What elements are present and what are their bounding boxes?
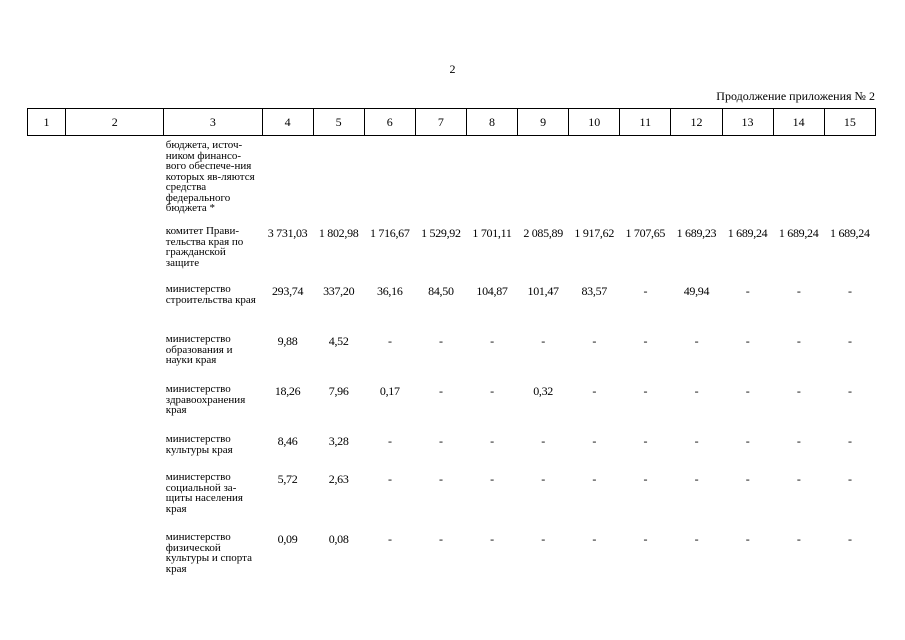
value-cell: -	[643, 334, 648, 348]
column-header: 5	[313, 109, 364, 136]
cell-col-2	[66, 532, 164, 582]
cell-col-2	[66, 434, 164, 472]
value-cell: -	[745, 434, 750, 448]
page-number: 2	[449, 62, 456, 76]
value-cell: 49,94	[683, 284, 710, 298]
value-cell: 7,96	[328, 384, 349, 398]
value-cell: 1 689,24	[727, 226, 768, 240]
value-cell: -	[643, 532, 648, 546]
value-cell	[262, 136, 313, 227]
value-cell: 1 802,98	[318, 226, 359, 240]
value-cell: -	[848, 472, 852, 486]
value-cell: 8,46	[277, 434, 298, 448]
value-cell: -	[694, 434, 699, 448]
cell-col-2	[66, 472, 164, 532]
column-header: 12	[671, 109, 722, 136]
value-cell: -	[796, 384, 801, 398]
table-row	[28, 334, 876, 384]
value-cell: -	[848, 532, 852, 546]
value-cell: -	[796, 472, 801, 486]
value-cell: 1 716,67	[369, 226, 410, 240]
value-cell: -	[541, 472, 545, 486]
value-cell: -	[592, 434, 597, 448]
column-header: 15	[824, 109, 875, 136]
value-cell: -	[541, 434, 545, 448]
value-cell: 1 689,23	[676, 226, 717, 240]
value-cell: -	[796, 434, 801, 448]
value-cell: 18,26	[274, 384, 301, 398]
value-cell: -	[745, 384, 750, 398]
value-cell: -	[643, 284, 648, 298]
value-cell: -	[694, 532, 699, 546]
value-cell: -	[694, 472, 699, 486]
value-cell: 2 085,89	[523, 226, 563, 240]
column-header: 13	[722, 109, 773, 136]
value-cell: 0,32	[533, 384, 554, 398]
value-cell	[620, 136, 671, 227]
column-header: 3	[164, 109, 262, 136]
value-cell: -	[439, 334, 443, 348]
value-cell: -	[592, 472, 597, 486]
cell-col-2	[66, 136, 164, 227]
value-cell: -	[796, 284, 801, 298]
value-cell: -	[694, 334, 699, 348]
value-cell: 101,47	[527, 284, 559, 298]
value-cell: -	[796, 532, 801, 546]
value-cell: -	[694, 384, 699, 398]
value-cell: 9,88	[277, 334, 298, 348]
row-label: министерство социальной за-щиты населения края	[165, 471, 243, 515]
value-cell: 1 917,62	[574, 226, 615, 240]
column-header: 14	[773, 109, 824, 136]
row-label: бюджета, источ-ником финансо-вого обеспече-ния которых яв-ляются средства федерального бюджета *	[165, 139, 255, 214]
value-cell: 337,20	[323, 284, 355, 298]
cell-col-1	[28, 384, 66, 434]
value-cell	[569, 136, 620, 227]
value-cell: 104,87	[476, 284, 508, 298]
value-cell	[415, 136, 466, 227]
value-cell: -	[490, 472, 494, 486]
value-cell: -	[848, 334, 852, 348]
value-cell: -	[541, 334, 545, 348]
value-cell	[518, 136, 569, 227]
cell-col-1	[28, 532, 66, 582]
value-cell: -	[848, 434, 852, 448]
value-cell	[313, 136, 364, 227]
value-cell: 0,17	[379, 384, 400, 398]
value-cell: -	[387, 334, 392, 348]
cell-col-1	[28, 136, 66, 227]
cell-col-1	[28, 226, 66, 284]
value-cell: -	[643, 472, 648, 486]
value-cell: 1 707,65	[625, 226, 666, 240]
value-cell: -	[592, 334, 597, 348]
value-cell: -	[439, 472, 443, 486]
row-label: министерство образования и науки края	[165, 333, 233, 366]
value-cell: -	[643, 434, 648, 448]
table-row	[28, 434, 876, 472]
value-cell: -	[387, 434, 392, 448]
table-row	[28, 532, 876, 582]
value-cell	[773, 136, 824, 227]
table-row	[28, 226, 876, 284]
value-cell: 1 689,24	[778, 226, 819, 240]
table-row	[28, 472, 876, 532]
value-cell: 2,63	[328, 472, 349, 486]
cell-col-2	[66, 284, 164, 334]
value-cell: 1 529,92	[421, 226, 461, 240]
row-label: министерство культуры края	[165, 433, 233, 456]
column-header: 2	[66, 109, 164, 136]
value-cell: -	[439, 434, 443, 448]
column-header: 6	[364, 109, 415, 136]
value-cell: -	[796, 334, 801, 348]
cell-col-1	[28, 284, 66, 334]
value-cell: -	[745, 472, 750, 486]
column-header: 10	[569, 109, 620, 136]
value-cell: 84,50	[428, 284, 454, 298]
value-cell: -	[439, 532, 443, 546]
row-label: министерство строительства края	[165, 283, 256, 306]
value-cell: -	[848, 284, 852, 298]
cell-col-2	[66, 384, 164, 434]
value-cell: 83,57	[581, 284, 607, 298]
table-row	[28, 136, 876, 227]
value-cell: 293,74	[271, 284, 304, 298]
value-cell: -	[387, 532, 392, 546]
budget-table	[27, 108, 876, 582]
value-cell	[466, 136, 517, 227]
value-cell	[722, 136, 773, 227]
value-cell: 3 731,03	[267, 226, 308, 240]
value-cell	[364, 136, 415, 227]
table-row	[28, 384, 876, 434]
value-cell: 0,08	[328, 532, 349, 546]
value-cell: 0,09	[277, 532, 298, 546]
value-cell: -	[387, 472, 392, 486]
cell-col-1	[28, 334, 66, 384]
value-cell: -	[745, 334, 750, 348]
value-cell: -	[490, 384, 494, 398]
continuation-label: Продолжение приложения № 2	[716, 89, 875, 103]
cell-col-1	[28, 434, 66, 472]
value-cell: 1 701,11	[472, 226, 512, 240]
value-cell: -	[643, 384, 648, 398]
value-cell: 5,72	[277, 472, 298, 486]
value-cell: -	[541, 532, 545, 546]
value-cell: -	[848, 384, 852, 398]
value-cell	[824, 136, 875, 227]
value-cell: 4,52	[328, 334, 349, 348]
value-cell: -	[490, 334, 494, 348]
table-header-row	[28, 109, 876, 136]
value-cell	[671, 136, 722, 227]
row-label: министерство физической культуры и спорта края	[165, 531, 252, 575]
column-header: 11	[620, 109, 671, 136]
value-cell: 1 689,24	[830, 226, 870, 240]
value-cell: -	[439, 384, 443, 398]
row-label: комитет Прави-тельства края по гражданской защите	[165, 225, 244, 269]
column-header: 7	[415, 109, 466, 136]
column-header: 8	[466, 109, 517, 136]
value-cell: -	[490, 434, 494, 448]
cell-col-2	[66, 226, 164, 284]
value-cell: -	[745, 284, 750, 298]
value-cell: -	[745, 532, 750, 546]
cell-col-2	[66, 334, 164, 384]
cell-col-1	[28, 472, 66, 532]
value-cell: 3,28	[328, 434, 349, 448]
row-label: министерство здравоохранения края	[165, 383, 246, 416]
value-cell: -	[592, 384, 597, 398]
value-cell: 36,16	[377, 284, 403, 298]
column-header: 1	[28, 109, 66, 136]
column-header: 9	[518, 109, 569, 136]
table-row	[28, 284, 876, 334]
value-cell: -	[592, 532, 597, 546]
column-header: 4	[262, 109, 313, 136]
value-cell: -	[490, 532, 494, 546]
